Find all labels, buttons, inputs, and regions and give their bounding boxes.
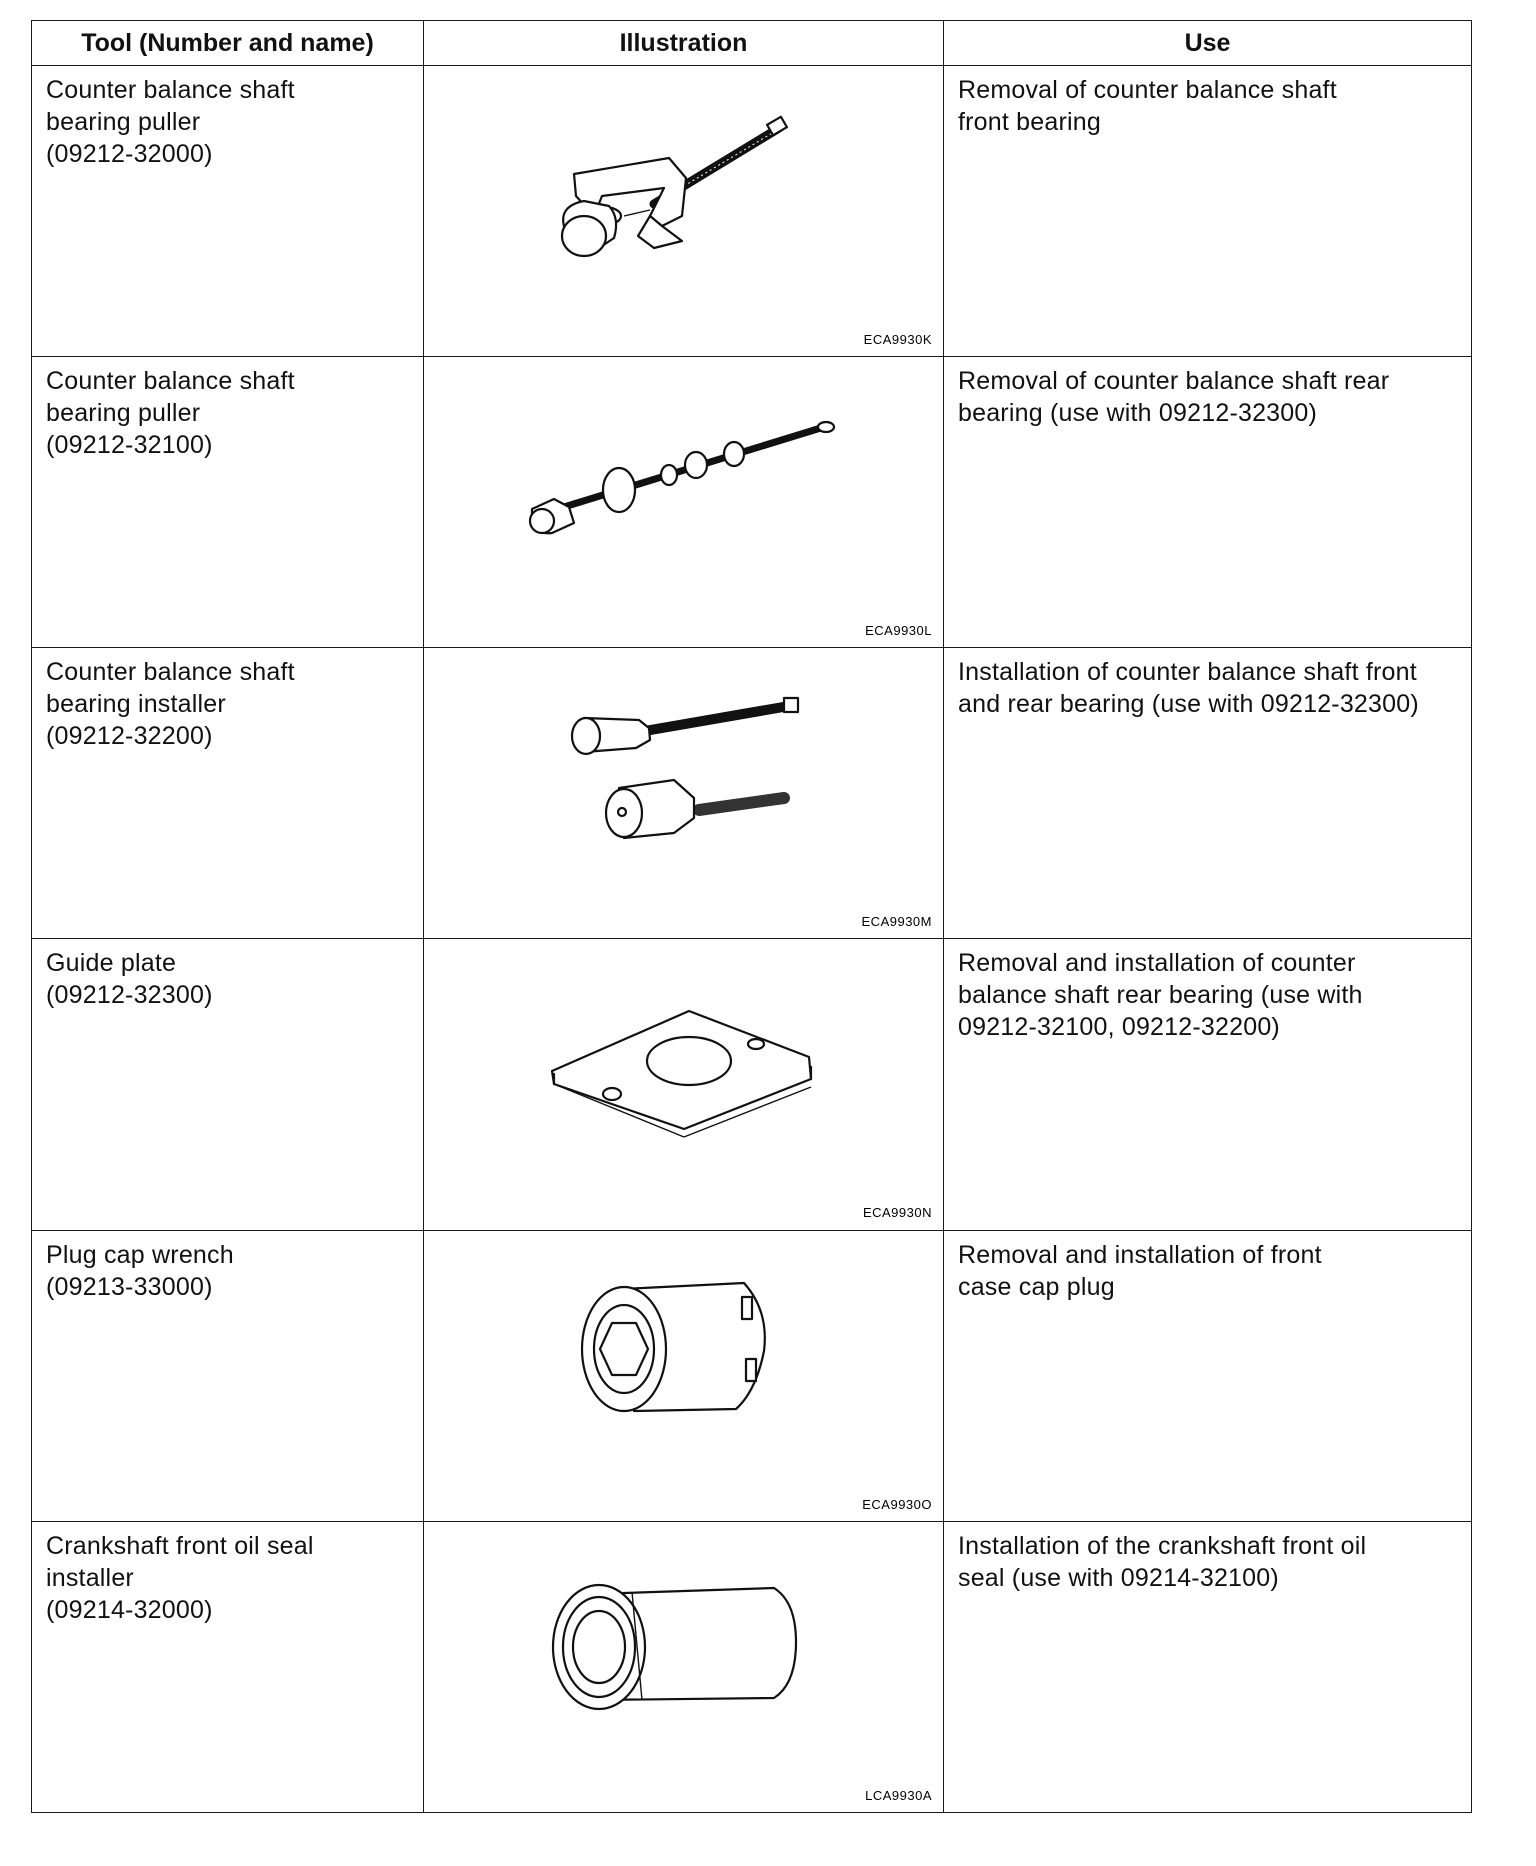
figure-code: ECA9930M	[861, 914, 932, 930]
special-tools-sheet	[31, 20, 1471, 1813]
use-cell	[944, 648, 1472, 939]
bearing-puller-front-icon	[424, 66, 944, 356]
illustration-cell	[424, 939, 944, 1230]
use-cell	[944, 939, 1472, 1230]
use-cell	[944, 1230, 1472, 1521]
tool-name: Counter balance shaft bearing installer (09212-32200)	[46, 658, 295, 751]
oil-seal-installer-icon	[424, 1522, 944, 1812]
tool-name: Counter balance shaft bearing puller (09212-32100)	[46, 367, 295, 460]
header-use: Use	[944, 21, 1472, 66]
use-cell	[944, 1521, 1472, 1812]
illustration-cell	[424, 1230, 944, 1521]
use-text: Removal of counter balance shaft front bearing	[958, 76, 1337, 136]
table-row	[32, 1521, 1472, 1812]
use-text: Removal of counter balance shaft rear bearing (use with 09212-32300)	[958, 367, 1390, 428]
figure-code: ECA9930O	[862, 1496, 932, 1512]
tool-name: Plug cap wrench (09213-33000)	[46, 1240, 234, 1301]
illustration-cell	[424, 357, 944, 648]
special-tools-table	[31, 20, 1472, 1813]
figure-code: ECA9930K	[863, 332, 932, 347]
illustration-cell	[424, 1521, 944, 1812]
tool-name: Guide plate (09212-32300)	[46, 949, 213, 1010]
tool-cell	[32, 648, 424, 939]
tool-cell	[32, 939, 424, 1230]
guide-plate-icon	[424, 939, 944, 1229]
bearing-puller-rear-icon	[424, 357, 944, 647]
table-row	[32, 648, 1472, 939]
table-row	[32, 357, 1472, 648]
use-cell	[944, 357, 1472, 648]
figure-code: ECA9930L	[865, 623, 932, 639]
use-text: Installation of the crankshaft front oil seal (use with 09214-32100)	[958, 1531, 1367, 1592]
bearing-installer-icon	[424, 648, 944, 938]
tool-cell	[32, 1230, 424, 1521]
tool-name: Crankshaft front oil seal installer (09214-32000)	[46, 1531, 314, 1624]
header-illustration: Illustration	[424, 21, 944, 66]
tool-cell	[32, 66, 424, 357]
header-tool: Tool (Number and name)	[32, 21, 424, 66]
table-row	[32, 939, 1472, 1230]
tool-cell	[32, 357, 424, 648]
illustration-cell	[424, 66, 944, 357]
use-text: Removal and installation of front case cap plug	[958, 1240, 1322, 1301]
use-cell	[944, 66, 1472, 357]
illustration-cell	[424, 648, 944, 939]
tool-cell	[32, 1521, 424, 1812]
use-text: Removal and installation of counter balance shaft rear bearing (use with 09212-32100, 09212-32200)	[958, 949, 1363, 1042]
use-text: Installation of counter balance shaft front and rear bearing (use with 09212-32300)	[958, 658, 1419, 719]
tool-name: Counter balance shaft bearing puller (09212-32000)	[46, 76, 295, 168]
table-header-row	[32, 21, 1472, 66]
figure-code: ECA9930N	[862, 1205, 932, 1221]
table-row	[32, 66, 1472, 357]
plug-cap-wrench-icon	[424, 1231, 944, 1521]
table-row	[32, 1230, 1472, 1521]
figure-code: LCA9930A	[865, 1787, 932, 1803]
